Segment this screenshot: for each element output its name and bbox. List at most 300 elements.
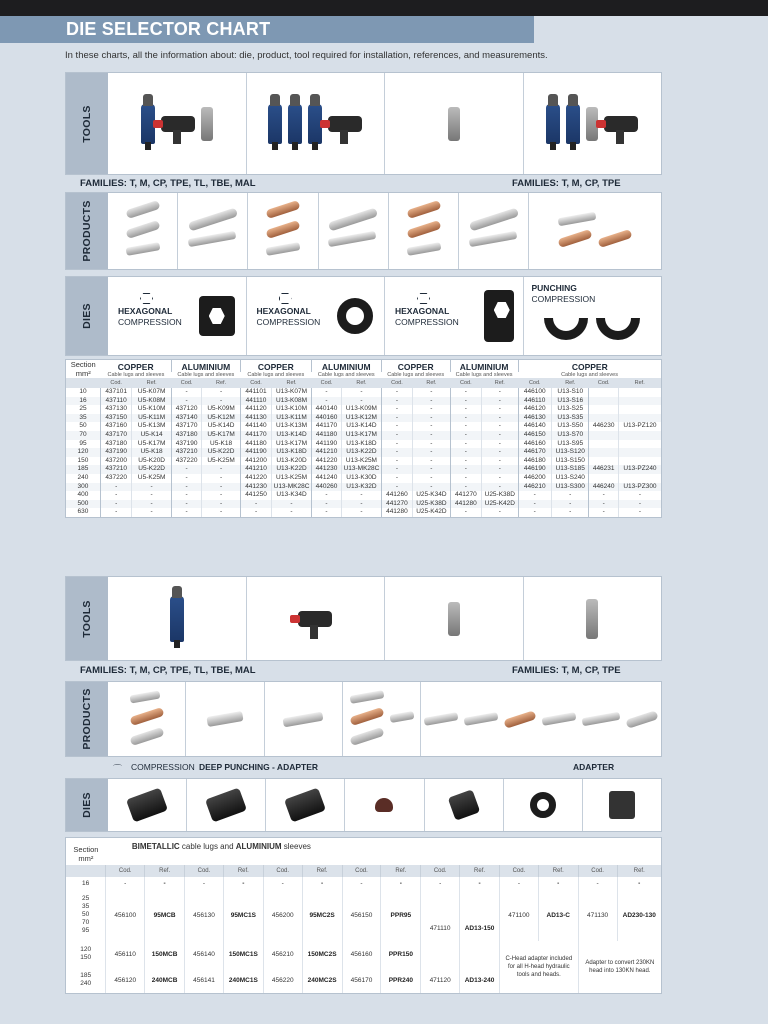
table-row — [66, 440, 661, 449]
table-cell: 437120 — [171, 405, 201, 414]
table-cell: 446210 — [518, 483, 551, 492]
tools-image-3 — [384, 73, 523, 174]
section-cell: 70 — [66, 431, 100, 440]
adapter-note: C-Head adapter included for all H-head hydraulic tools and heads. — [500, 941, 579, 993]
table-cell — [618, 440, 661, 449]
deep-punching-label: DEEP PUNCHING - ADAPTER — [199, 762, 319, 772]
table-cell: 456120 — [106, 967, 145, 993]
group-sub: Cable lugs and sleeves — [107, 372, 165, 378]
table-cell: - — [311, 397, 341, 406]
table-cell: 441200 — [240, 457, 271, 466]
table-row: 25 35 50 70 95 456100 95MCB 456130 95MC1S 456200 95MC2S 456150 PPR95 471110 AD13-150 471100 AD13-C 471130 AD230-130 — [66, 889, 661, 941]
table-cell: 441230 — [311, 465, 341, 474]
table-cell: 456200 — [263, 889, 302, 941]
group-sub: Cable lugs and sleeves — [455, 372, 513, 378]
table-cell — [589, 414, 618, 423]
table-cell: U5-K14 — [132, 431, 172, 440]
tools-image-1 — [108, 73, 246, 174]
section-header: Section mm² — [70, 360, 96, 378]
table-cell: U13-S95 — [551, 440, 589, 449]
table-cell: 446130 — [518, 414, 551, 423]
section-header: Section mm² — [73, 845, 99, 863]
table-cell: - — [100, 483, 131, 492]
table-cell — [589, 440, 618, 449]
table-cell: 456160 — [342, 941, 381, 967]
table-cell: 240MCB — [145, 967, 185, 993]
products-panel-top — [65, 192, 662, 270]
table-cell: - — [538, 877, 578, 889]
table-cell: U13-S120 — [551, 448, 589, 457]
table-cell: 150MC1S — [223, 941, 263, 967]
table-cell: U13-K22D — [272, 465, 312, 474]
table-cell: - — [240, 500, 271, 509]
table-cell: - — [202, 388, 241, 397]
table-cell: 95MC2S — [302, 889, 342, 941]
die-hex-1 — [108, 277, 246, 355]
product-image-4 — [318, 193, 388, 269]
table-cell: PPR95 — [381, 889, 421, 941]
table-cell: U13-K34D — [272, 491, 312, 500]
table-cell: 441120 — [240, 405, 271, 414]
table-cell: - — [413, 422, 451, 431]
table-cell: - — [381, 431, 412, 440]
table-cell: - — [421, 877, 460, 889]
table-cell: - — [589, 491, 618, 500]
die-image-2 — [186, 779, 265, 831]
table-cell: 95MCB — [145, 889, 185, 941]
adapter-note: Adapter to convert 230KN head into 130KN head. — [578, 941, 661, 993]
cod-header: Cod. — [421, 865, 460, 877]
table-cell: 441270 — [450, 491, 481, 500]
table-cell: U13-K17M — [272, 440, 312, 449]
die-hex-2 — [246, 277, 385, 355]
table-cell: 437140 — [171, 414, 201, 423]
table-cell: - — [342, 508, 382, 517]
families-left-bottom: FAMILIES: T, M, CP, TPE, TL, TBE, MAL — [80, 665, 256, 676]
table-cell: - — [381, 457, 412, 466]
ref-header: Ref. — [272, 378, 312, 388]
die-image-5 — [424, 779, 503, 831]
table-cell: 456170 — [342, 967, 381, 993]
section-cell: 630 — [66, 508, 100, 517]
table-cell: - — [202, 397, 241, 406]
table-cell: - — [482, 457, 518, 466]
table-cell: 437110 — [100, 397, 131, 406]
table-cell: U5-K09M — [202, 405, 241, 414]
table-cell: 441270 — [381, 500, 412, 509]
table-cell: 456150 — [342, 889, 381, 941]
table-cell: - — [551, 491, 589, 500]
cod-header: Cod. — [500, 865, 539, 877]
table-cell: - — [132, 500, 172, 509]
ref-header: Ref. — [302, 865, 342, 877]
table-cell — [618, 431, 661, 440]
table-cell: - — [460, 877, 500, 889]
table-cell: AD13-C — [538, 889, 578, 941]
table-cell: - — [171, 465, 201, 474]
group-header: COPPER — [117, 362, 154, 372]
ref-header: Ref. — [460, 865, 500, 877]
table-cell: - — [202, 508, 241, 517]
table-cell: 441280 — [381, 508, 412, 517]
die-type-strip — [107, 761, 662, 775]
table-cell: - — [171, 483, 201, 492]
ref-header: Ref. — [342, 378, 382, 388]
table-cell — [618, 397, 661, 406]
table-cell — [589, 405, 618, 414]
compression-label: COMPRESSION — [131, 762, 195, 772]
table-cell: - — [413, 405, 451, 414]
page-title: DIE SELECTOR CHART — [66, 19, 271, 39]
hexagon-icon — [140, 293, 153, 304]
table-cell: U13-K07M — [272, 388, 312, 397]
product-image-11 — [342, 682, 420, 756]
table-cell: - — [518, 491, 551, 500]
table-cell: - — [202, 491, 241, 500]
table-cell: - — [202, 500, 241, 509]
table-cell: U13-MK28C — [273, 482, 310, 490]
table-row — [66, 474, 661, 483]
table-cell: - — [272, 508, 312, 517]
products-label: PRODUCTS — [66, 682, 108, 756]
table-cell: - — [342, 500, 382, 509]
table-cell: - — [450, 448, 481, 457]
group-header: ALUMINIUM — [311, 360, 381, 372]
table-cell: - — [589, 508, 618, 517]
table-cell: - — [202, 465, 241, 474]
table-cell: - — [342, 397, 382, 406]
die-text-4: PUNCHING COMPRESSION — [531, 283, 596, 304]
ref-header: Ref. — [538, 865, 578, 877]
table-cell: 456140 — [185, 941, 224, 967]
table-cell: - — [413, 397, 451, 406]
table-cell — [589, 457, 618, 466]
die-text-1: HEXAGONAL COMPRESSION — [118, 293, 182, 328]
table-cell: 446180 — [518, 457, 551, 466]
table-cell: - — [100, 508, 131, 517]
table-cell: - — [342, 877, 381, 889]
table-cell: U13-S10 — [551, 388, 589, 397]
table-cell: - — [311, 388, 341, 397]
table-cell: 441210 — [311, 448, 341, 457]
table-cell: U13-S185 — [551, 465, 589, 474]
table-cell: - — [223, 877, 263, 889]
group-sub: Cable lugs and sleeves — [247, 372, 305, 378]
table-cell: - — [171, 397, 201, 406]
section-cell: 10 — [66, 388, 100, 397]
table-cell — [618, 405, 661, 414]
products-label: PRODUCTS — [66, 193, 108, 269]
table-cell: U5-K17M — [132, 440, 172, 449]
table-cell: U5-K08M — [132, 397, 172, 406]
table-cell: - — [100, 491, 131, 500]
table-cell: - — [482, 448, 518, 457]
table-cell: - — [145, 877, 185, 889]
table-cell: 441220 — [240, 474, 271, 483]
group-header: COPPER — [518, 360, 661, 372]
group-header: COPPER — [240, 360, 311, 372]
table-cell: 240MC2S — [302, 967, 342, 993]
product-image-8 — [108, 682, 185, 756]
cod-header: Cod. — [185, 865, 224, 877]
table-cell: U5-K18 — [202, 440, 241, 449]
die-table-top — [65, 359, 662, 518]
table-cell: 456110 — [106, 941, 145, 967]
tools-label: TOOLS — [66, 577, 108, 660]
table-cell: - — [450, 457, 481, 466]
table-cell: 446110 — [518, 397, 551, 406]
dies-panel-top — [65, 276, 662, 356]
table-cell: 441170 — [311, 422, 341, 431]
table-cell: U13-K08M — [272, 397, 312, 406]
table-cell: - — [482, 474, 518, 483]
table-cell: - — [482, 431, 518, 440]
table-cell: U13-PZ300 — [618, 483, 661, 492]
table-cell: - — [381, 483, 412, 492]
table-cell: U13-K20D — [272, 457, 312, 466]
die-punching — [523, 277, 662, 355]
table-cell: - — [171, 491, 201, 500]
table-cell: U13-K25M — [342, 457, 382, 466]
table-cell: U5-K25M — [202, 457, 241, 466]
tools-image-2 — [246, 73, 385, 174]
product-image-5 — [388, 193, 458, 269]
bimetallic-table — [65, 837, 662, 994]
table-cell: U13-K30D — [342, 474, 382, 483]
table-cell — [589, 474, 618, 483]
ref-header: Ref. — [381, 865, 421, 877]
ref-header: Ref. — [482, 378, 518, 388]
table-cell: - — [450, 474, 481, 483]
table-cell: U13-K14D — [342, 422, 382, 431]
ref-header: Ref. — [202, 378, 241, 388]
table-cell: 437190 — [171, 440, 201, 449]
table-cell: 437170 — [171, 422, 201, 431]
ref-header: Ref. — [618, 378, 661, 388]
product-image-7 — [528, 193, 661, 269]
table-cell: - — [202, 483, 241, 492]
tools-image-7 — [384, 577, 523, 660]
table-cell: U13-S240 — [551, 474, 589, 483]
table-cell: U13-S300 — [551, 483, 589, 492]
table-row — [66, 422, 661, 431]
group-sub: Cable lugs and sleeves — [317, 372, 375, 378]
table-cell: 446170 — [518, 448, 551, 457]
tools-image-4 — [523, 73, 662, 174]
section-cell: 185 — [66, 465, 100, 474]
ref-header: Ref. — [413, 378, 451, 388]
table-cell: U13-K09M — [342, 405, 382, 414]
table-cell: PPR240 — [381, 967, 421, 993]
table-cell: - — [618, 500, 661, 509]
table-cell: - — [263, 877, 302, 889]
table-cell: 437210 — [171, 448, 201, 457]
table-cell: U25-K34D — [413, 491, 451, 500]
section-cell: 50 — [66, 422, 100, 431]
table-row — [66, 465, 661, 474]
table-cell: - — [342, 388, 382, 397]
table-cell: U5-K13M — [132, 422, 172, 431]
table-cell: - — [413, 483, 451, 492]
table-cell: 441130 — [240, 414, 271, 423]
table-cell: - — [482, 483, 518, 492]
table-cell — [589, 448, 618, 457]
top-bar — [0, 0, 768, 16]
table-cell: AD13-240 — [460, 967, 500, 993]
cod-header: Cod. — [589, 378, 618, 388]
table-cell: - — [551, 500, 589, 509]
table-cell: - — [311, 508, 341, 517]
table-cell: U13-K14D — [272, 431, 312, 440]
table-cell: - — [171, 508, 201, 517]
section-cell: 500 — [66, 500, 100, 509]
table-row — [66, 397, 661, 406]
table-cell: - — [450, 431, 481, 440]
table-cell: - — [381, 474, 412, 483]
table-cell: 446100 — [518, 388, 551, 397]
group-header: ALUMINIUM — [450, 360, 518, 372]
cod-header: Cod. — [311, 378, 341, 388]
ref-header: Ref. — [617, 865, 661, 877]
table-cell: - — [450, 440, 481, 449]
table-row — [66, 414, 661, 423]
table-cell: - — [482, 405, 518, 414]
table-cell: 446160 — [518, 440, 551, 449]
intro-text: In these charts, all the information about: die, product, tool required for installation, references, and measurements. — [65, 50, 548, 61]
die-image-1 — [108, 779, 186, 831]
table-cell: - — [171, 500, 201, 509]
table-cell: U5-K20D — [132, 457, 172, 466]
table-cell: - — [500, 877, 539, 889]
die-text-3: HEXAGONAL COMPRESSION — [395, 293, 459, 328]
table-cell: U13-K18D — [342, 440, 382, 449]
table-cell: 441230 — [240, 483, 271, 492]
table-row — [66, 388, 661, 397]
table-cell: U13-S150 — [551, 457, 589, 466]
table-cell: - — [100, 500, 131, 509]
table-cell: U13-S25 — [551, 405, 589, 414]
table-cell: - — [450, 397, 481, 406]
cod-ref-header — [66, 378, 661, 388]
table-cell: 150MC2S — [302, 941, 342, 967]
die-image-3 — [265, 779, 344, 831]
cod-header: Cod. — [106, 865, 145, 877]
table-cell: U13-K18D — [272, 448, 312, 457]
table-cell — [589, 431, 618, 440]
table-cell: 441220 — [311, 457, 341, 466]
table-cell: - — [482, 422, 518, 431]
table-cell: 471120 — [421, 967, 460, 993]
table-cell: 441101 — [240, 388, 271, 397]
table-cell: - — [381, 877, 421, 889]
table-cell: 446231 — [589, 465, 618, 474]
die-image-6 — [503, 779, 582, 831]
table-cell: - — [413, 431, 451, 440]
table-cell: - — [450, 483, 481, 492]
table-cell: U13-K17M — [342, 431, 382, 440]
product-image-12 — [420, 682, 661, 756]
table-cell: - — [589, 500, 618, 509]
table-cell: - — [381, 422, 412, 431]
table-cell: - — [618, 491, 661, 500]
bimetallic-heading: BIMETALLIC cable lugs and ALUMINIUM sleeves — [131, 842, 311, 851]
table-cell: - — [617, 877, 661, 889]
table-row: 185 240 456120 240MCB 456141 240MC1S 456220 240MC2S 456170 PPR240 471120 AD13-240 — [66, 967, 661, 993]
table-cell: 440140 — [311, 405, 341, 414]
section-cell: 150 — [66, 457, 100, 466]
table-cell: - — [413, 457, 451, 466]
section-cell: 400 — [66, 491, 100, 500]
table-cell: U13-K10M — [272, 405, 312, 414]
cod-header: Cod. — [578, 865, 617, 877]
table-cell: U13-S50 — [551, 422, 589, 431]
product-image-2 — [177, 193, 247, 269]
table-cell: - — [413, 414, 451, 423]
table-cell: 441140 — [240, 422, 271, 431]
table-cell: - — [450, 465, 481, 474]
table-cell: U13-S35 — [551, 414, 589, 423]
table-cell: - — [185, 877, 224, 889]
die-table-body — [66, 388, 661, 517]
ref-header: Ref. — [223, 865, 263, 877]
table-cell: - — [381, 414, 412, 423]
table-cell: 456100 — [106, 889, 145, 941]
cod-header: Cod. — [518, 378, 551, 388]
group-header: ALUMINIUM — [171, 360, 240, 372]
table-cell: - — [482, 388, 518, 397]
section-cell: 35 — [66, 414, 100, 423]
table-cell: - — [171, 474, 201, 483]
table-cell: - — [551, 508, 589, 517]
table-cell: - — [618, 508, 661, 517]
ref-header: Ref. — [145, 865, 185, 877]
table-cell: 456141 — [185, 967, 224, 993]
table-cell: 441240 — [311, 474, 341, 483]
cod-header: Cod. — [100, 378, 131, 388]
group-header: COPPER — [381, 360, 450, 372]
table-cell: - — [381, 465, 412, 474]
die-image-7 — [582, 779, 661, 831]
table-cell: 441180 — [311, 431, 341, 440]
table-cell: U5-K10M — [132, 405, 172, 414]
table-cell: 441250 — [240, 491, 271, 500]
table-row — [66, 448, 661, 457]
cod-header: Cod. — [240, 378, 271, 388]
die-text-2: HEXAGONAL COMPRESSION — [257, 293, 321, 328]
table-cell: 437160 — [100, 422, 131, 431]
table-cell: - — [381, 405, 412, 414]
table-cell: - — [413, 440, 451, 449]
table-cell: 437220 — [100, 474, 131, 483]
families-right-top: FAMILIES: T, M, CP, TPE — [512, 178, 621, 189]
tools-image-5 — [108, 577, 246, 660]
table-cell: U5-K25M — [132, 474, 172, 483]
table-cell: - — [171, 388, 201, 397]
cod-header: Cod. — [450, 378, 481, 388]
table-cell: - — [450, 405, 481, 414]
table-cell: 456130 — [185, 889, 224, 941]
table-cell — [618, 388, 661, 397]
table-cell: 441170 — [240, 431, 271, 440]
table-cell: U5-K17M — [202, 431, 241, 440]
table-cell — [618, 457, 661, 466]
table-cell: 437180 — [171, 431, 201, 440]
table-cell: 437180 — [100, 440, 131, 449]
group-sub: Cable lugs and sleeves — [177, 372, 235, 378]
tools-image-6 — [246, 577, 385, 660]
table-cell: - — [482, 508, 518, 517]
table-cell: U5-K11M — [132, 414, 172, 423]
